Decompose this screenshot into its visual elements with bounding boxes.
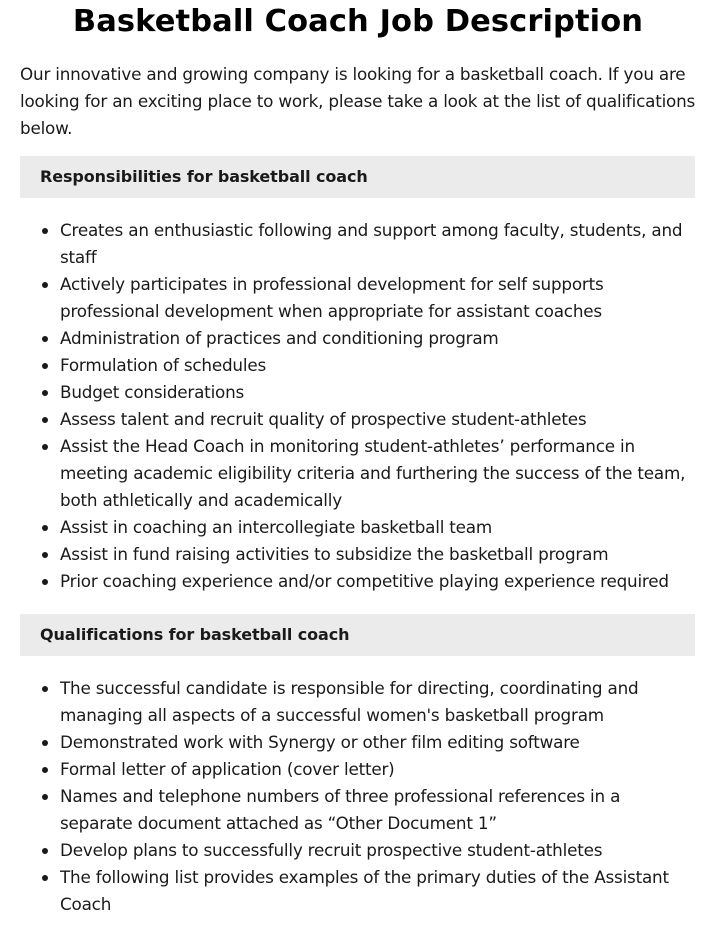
list-item: [0, 325, 700, 352]
list-item: [0, 541, 700, 568]
list-item: [0, 217, 700, 271]
list-item: [0, 352, 700, 379]
responsibilities-list: [0, 217, 700, 595]
bullet-icon: [42, 686, 48, 692]
list-item-text: Formal letter of application (cover letter): [60, 759, 395, 779]
list-item-text: The following list provides examples of the primary duties of the Assistant Coach: [60, 867, 669, 914]
list-item-text: Actively participates in professional development for self supports professional development when appropriate for assistant coaches: [60, 274, 604, 321]
bullet-icon: [42, 336, 48, 342]
list-item: [0, 514, 700, 541]
list-item-text: Assess talent and recruit quality of prospective student-athletes: [60, 409, 587, 429]
bullet-icon: [42, 282, 48, 288]
list-item: [0, 379, 700, 406]
list-item-text: Prior coaching experience and/or competitive playing experience required: [60, 571, 669, 591]
qualifications-heading: Qualifications for basketball coach: [20, 614, 695, 656]
list-item: [0, 837, 700, 864]
bullet-icon: [42, 848, 48, 854]
list-item-text: Develop plans to successfully recruit prospective student-athletes: [60, 840, 603, 860]
list-item: [0, 756, 700, 783]
list-item-text: Assist in fund raising activities to subsidize the basketball program: [60, 544, 609, 564]
list-item: [0, 568, 700, 595]
bullet-icon: [42, 579, 48, 585]
bullet-icon: [42, 525, 48, 531]
list-item-text: Formulation of schedules: [60, 355, 266, 375]
list-item: [0, 729, 700, 756]
intro-paragraph: Our innovative and growing company is looking for a basketball coach. If you are looking for an exciting place to work, please take a look at the list of qualifications below.: [20, 64, 696, 138]
page-title: Basketball Coach Job Description: [72, 4, 644, 39]
list-item: [0, 675, 700, 729]
bullet-icon: [42, 417, 48, 423]
bullet-icon: [42, 552, 48, 558]
list-item-text: Names and telephone numbers of three professional references in a separate document attached as “Other Document 1”: [60, 786, 621, 833]
list-item-text: The successful candidate is responsible for directing, coordinating and managing all aspects of a successful women's basketball program: [60, 678, 639, 725]
list-item-text: Demonstrated work with Synergy or other film editing software: [60, 732, 580, 752]
list-item: [0, 783, 700, 837]
qualifications-list: [0, 675, 700, 918]
bullet-icon: [42, 875, 48, 881]
list-item: [0, 406, 700, 433]
responsibilities-heading: Responsibilities for basketball coach: [20, 156, 695, 198]
bullet-icon: [42, 444, 48, 450]
bullet-icon: [42, 390, 48, 396]
list-item-text: Administration of practices and conditioning program: [60, 328, 499, 348]
list-item-text: Budget considerations: [60, 382, 245, 402]
list-item: [0, 864, 700, 918]
bullet-icon: [42, 740, 48, 746]
list-item-text: Assist in coaching an intercollegiate basketball team: [60, 517, 493, 537]
bullet-icon: [42, 228, 48, 234]
bullet-icon: [42, 363, 48, 369]
bullet-icon: [42, 794, 48, 800]
bullet-icon: [42, 767, 48, 773]
list-item-text: Assist the Head Coach in monitoring student-athletes’ performance in meeting academic eligibility criteria and furthering the success of the team, both athletically and academically: [60, 436, 686, 510]
list-item: [0, 271, 700, 325]
list-item-text: Creates an enthusiastic following and support among faculty, students, and staff: [60, 220, 683, 267]
list-item: [0, 433, 700, 514]
